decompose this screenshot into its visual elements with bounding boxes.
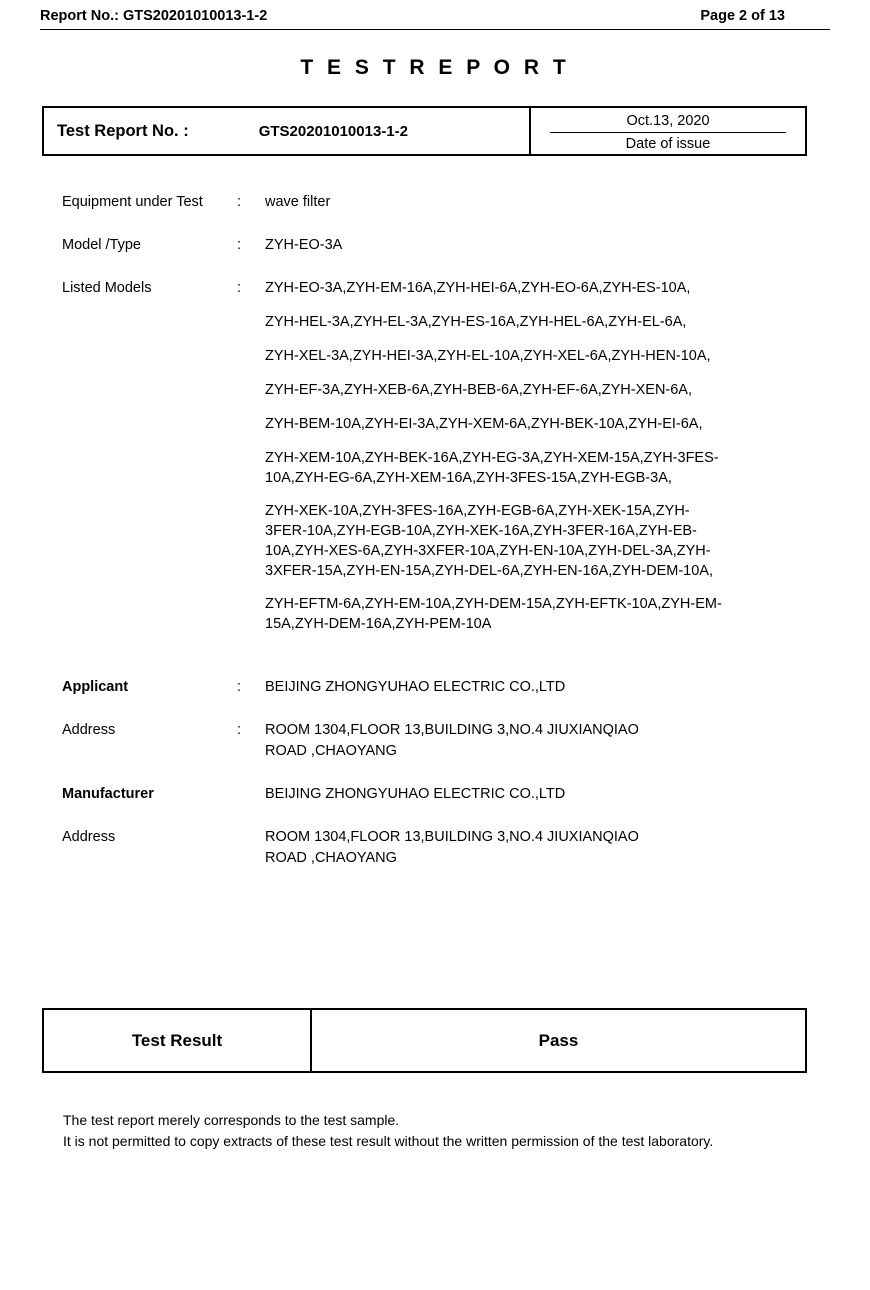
field-colon-applicant-address: : — [237, 722, 242, 739]
field-manufacturer-address — [62, 827, 830, 869]
address-line: ROAD ,CHAOYANG — [265, 850, 397, 867]
listed-models-line: ZYH-EFTM-6A,ZYH-EM-10A,ZYH-DEM-15A,ZYH-EFTK-10A,ZYH-EM- — [265, 596, 722, 613]
field-value-model: ZYH-EO-3A — [265, 237, 343, 254]
listed-models-line: ZYH-XEM-10A,ZYH-BEK-16A,ZYH-EG-3A,ZYH-XEM-15A,ZYH-3FES- — [265, 450, 719, 467]
report-number-value: GTS20201010013-1-2 — [258, 122, 408, 140]
field-manufacturer — [62, 784, 830, 805]
report-number-box — [42, 106, 807, 156]
field-label-model: Model /Type — [62, 237, 141, 254]
issue-date-label: Date of issue — [625, 135, 711, 152]
listed-models-line: 3FER-10A,ZYH-EGB-10A,ZYH-XEK-16A,ZYH-3FER-16A,ZYH-EB- — [265, 523, 697, 540]
listed-models-line: 15A,ZYH-DEM-16A,ZYH-PEM-10A — [265, 616, 492, 633]
field-equipment-under-test — [62, 192, 830, 213]
field-colon-applicant: : — [237, 679, 242, 696]
field-value-eut: wave filter — [265, 194, 331, 210]
address-line: ROAD ,CHAOYANG — [265, 743, 397, 760]
listed-models-line: ZYH-EF-3A,ZYH-XEB-6A,ZYH-BEB-6A,ZYH-EF-6A,ZYH-XEN-6A, — [265, 382, 693, 399]
header-page-number: Page 2 of 13 — [700, 8, 785, 24]
issue-date-value: Oct.13, 2020 — [626, 112, 710, 129]
field-listed-models — [62, 278, 830, 647]
field-label-manufacturer: Manufacturer — [62, 786, 154, 803]
page-title: T E S T R E P O R T — [300, 56, 570, 79]
listed-models-line: ZYH-EO-3A,ZYH-EM-16A,ZYH-HEI-6A,ZYH-EO-6A,ZYH-ES-10A, — [265, 280, 691, 297]
field-label-applicant: Applicant — [62, 679, 129, 696]
header-divider — [40, 29, 830, 30]
issue-date-cell — [531, 108, 805, 154]
field-label-listed-models: Listed Models — [62, 280, 152, 297]
listed-models-group — [265, 501, 830, 581]
footnote-line-2: It is not permitted to copy extracts of these test result without the written permission of the test laboratory. — [63, 1133, 714, 1149]
field-label-eut: Equipment under Test — [62, 194, 203, 210]
field-label-manufacturer-address: Address — [62, 829, 116, 846]
test-result-label: Test Result — [44, 1010, 312, 1071]
field-value-applicant-address — [265, 720, 830, 762]
field-colon-eut: : — [237, 194, 242, 210]
footnote-line-1: The test report merely corresponds to the test sample. — [63, 1112, 400, 1128]
field-colon-model: : — [237, 237, 242, 254]
field-value-listed-models — [265, 278, 830, 647]
listed-models-line: 10A,ZYH-XES-6A,ZYH-3XFER-10A,ZYH-EN-10A,ZYH-DEL-3A,ZYH- — [265, 543, 711, 560]
address-line: ROOM 1304,FLOOR 13,BUILDING 3,NO.4 JIUXIANQIAO — [265, 829, 639, 846]
listed-models-line: ZYH-XEL-3A,ZYH-HEI-3A,ZYH-EL-10A,ZYH-XEL-6A,ZYH-HEN-10A, — [265, 348, 711, 365]
address-line: ROOM 1304,FLOOR 13,BUILDING 3,NO.4 JIUXIANQIAO — [265, 722, 639, 739]
page-header — [40, 0, 830, 24]
listed-models-group — [265, 594, 830, 634]
field-applicant — [62, 677, 830, 698]
field-value-applicant: BEIJING ZHONGYUHAO ELECTRIC CO.,LTD — [265, 679, 566, 696]
listed-models-line: 3XFER-15A,ZYH-EN-15A,ZYH-DEL-6A,ZYH-EN-16A,ZYH-DEM-10A, — [265, 563, 713, 580]
test-result-value: Pass — [538, 1030, 579, 1050]
field-value-manufacturer-address — [265, 827, 830, 869]
listed-models-line: ZYH-BEM-10A,ZYH-EI-3A,ZYH-XEM-6A,ZYH-BEK-10A,ZYH-EI-6A, — [265, 416, 703, 433]
header-report-number: Report No.: GTS20201010013-1-2 — [40, 8, 268, 24]
listed-models-line: ZYH-HEL-3A,ZYH-EL-3A,ZYH-ES-16A,ZYH-HEL-6A,ZYH-EL-6A, — [265, 314, 687, 331]
test-result-box — [42, 1008, 807, 1073]
report-number-label: Test Report No. : — [57, 121, 189, 140]
field-applicant-address — [62, 720, 830, 762]
listed-models-line: ZYH-XEK-10A,ZYH-3FES-16A,ZYH-EGB-6A,ZYH-XEK-15A,ZYH- — [265, 503, 690, 520]
listed-models-line: 10A,ZYH-EG-6A,ZYH-XEM-16A,ZYH-3FES-15A,ZYH-EGB-3A, — [265, 470, 672, 487]
footnotes — [63, 1110, 832, 1152]
field-list — [40, 192, 830, 869]
field-colon-listed-models: : — [237, 280, 242, 297]
report-number-cell — [44, 108, 531, 154]
field-label-applicant-address: Address — [62, 722, 116, 739]
listed-models-group — [265, 448, 830, 488]
field-model-type — [62, 235, 830, 256]
field-value-manufacturer: BEIJING ZHONGYUHAO ELECTRIC CO.,LTD — [265, 786, 566, 803]
